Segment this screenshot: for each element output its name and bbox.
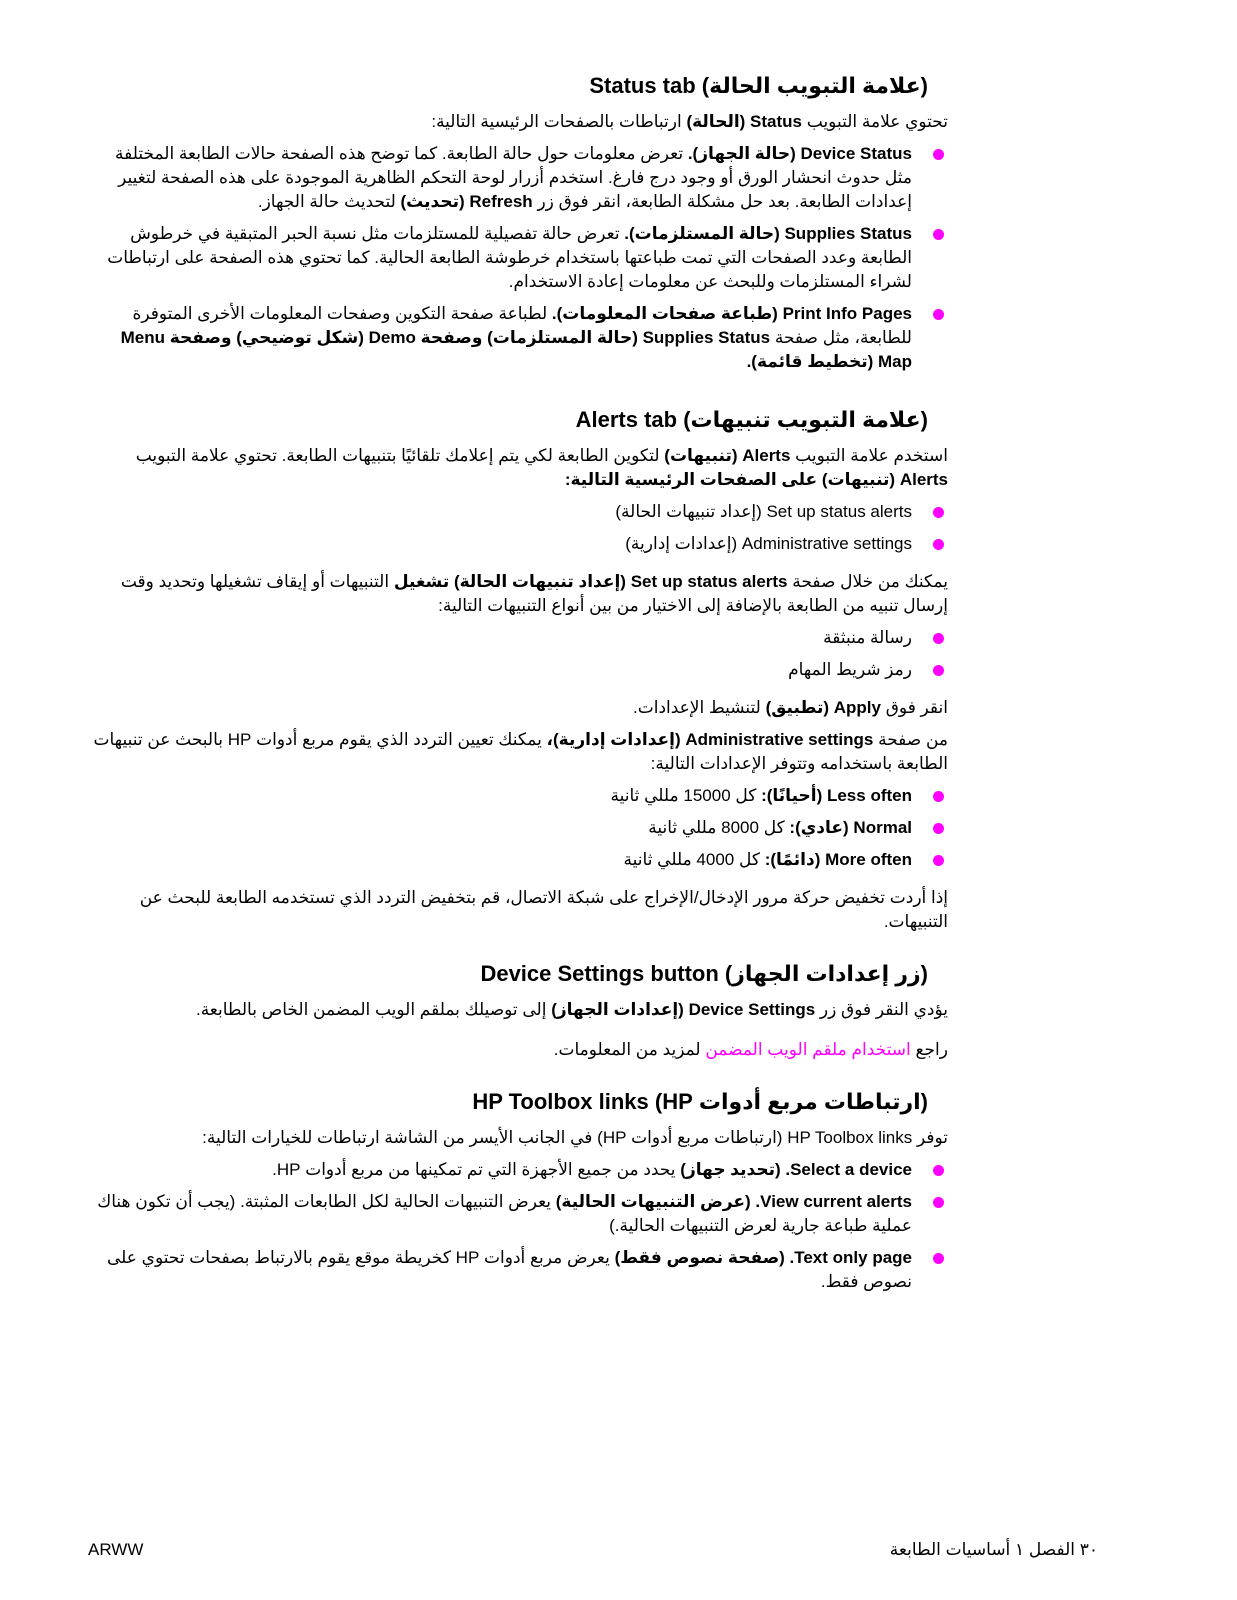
list-item: Text only page. (صفحة نصوص فقط) يعرض مربع أدوات HP كخريطة موقع يقوم بالارتباط بصفحات تحتوي على نصوص فقط. xyxy=(88,1246,948,1294)
section-device-settings xyxy=(88,958,948,1062)
toolbox-list xyxy=(88,1158,948,1294)
list-item: رسالة منبثقة xyxy=(88,626,948,650)
footer-left: ARWW xyxy=(88,1540,144,1559)
alert-types-list xyxy=(88,626,948,682)
alerts-pages-list xyxy=(88,500,948,556)
list-item: More often (دائمًا): كل 4000 مللي ثانية xyxy=(88,848,948,872)
heading-device-settings: (زر إعدادات الجهاز) Device Settings button xyxy=(480,961,928,986)
document-page xyxy=(88,60,948,1530)
list-item: Administrative settings (إعدادات إدارية) xyxy=(88,532,948,556)
bullet-icon xyxy=(933,1165,944,1176)
toolbox-intro: توفر HP Toolbox links (ارتباطات مربع أدوات HP) في الجانب الأيسر من الشاشة ارتباطات للخيارات التالية: xyxy=(202,1128,948,1147)
alerts-setup-text: يمكنك من خلال صفحة Set up status alerts (إعداد تنبيهات الحالة) تشغيل التنبيهات أو إيقاف تشغيلها وتحديد وقت إرسال تنبيه من الطابعة بالإضافة إلى الاختيار من بين أنواع التنبيهات التالية: xyxy=(120,572,948,615)
bullet-icon xyxy=(933,149,944,160)
section-status-tab xyxy=(88,70,948,374)
bullet-icon xyxy=(933,633,944,644)
list-item: Device Status (حالة الجهاز). تعرض معلومات حول حالة الطابعة. كما توضح هذه الصفحة حالات الطابعة المختلفة مثل حدوث انحشار الورق أو وجود درج فارغ. استخدم أزرار لوحة التحكم الظاهرية الموجودة على هذه الصفحة لتغيير إعدادات الطابعة. بعد حل مشكلة الطابعة، انقر فوق زر Refresh (تحديث) لتحديث حالة الجهاز. xyxy=(88,142,948,214)
embedded-web-server-link[interactable]: استخدام ملقم الويب المضمن xyxy=(705,1040,911,1059)
status-intro: تحتوي علامة التبويب Status (الحالة) ارتباطات بالصفحات الرئيسية التالية: xyxy=(431,112,948,131)
section-toolbox-links xyxy=(88,1086,948,1294)
alerts-apply-text: انقر فوق Apply (تطبيق) لتنشيط الإعدادات. xyxy=(633,698,948,717)
bullet-icon xyxy=(933,229,944,240)
heading-status-tab: (علامة التبويب الحالة) Status tab xyxy=(589,73,928,98)
bullet-icon xyxy=(933,665,944,676)
list-item: View current alerts. (عرض التنبيهات الحالية) يعرض التنبيهات الحالية لكل الطابعات المثبتة. (يجب أن تكون هناك عملية طباعة جارية لعرض التنبيهات الحالية.) xyxy=(88,1190,948,1238)
heading-toolbox-links: (ارتباطات مربع أدوات HP) HP Toolbox links xyxy=(472,1089,928,1114)
bullet-icon xyxy=(933,855,944,866)
list-item: رمز شريط المهام xyxy=(88,658,948,682)
list-item: Print Info Pages (طباعة صفحات المعلومات). لطباعة صفحة التكوين وصفحات المعلومات الأخرى المتوفرة للطابعة، مثل صفحة Supplies Status (حالة المستلزمات) وصفحة Demo (شكل توضيحي) وصفحة Menu Map (تخطيط قائمة). xyxy=(88,302,948,374)
list-item: Normal (عادي): كل 8000 مللي ثانية xyxy=(88,816,948,840)
list-item: Set up status alerts (إعداد تنبيهات الحالة) xyxy=(88,500,948,524)
list-item: Less often (أحيانًا): كل 15000 مللي ثانية xyxy=(88,784,948,808)
bullet-icon xyxy=(933,507,944,518)
bullet-icon xyxy=(933,791,944,802)
heading-alerts-tab: (علامة التبويب تنبيهات) Alerts tab xyxy=(575,407,928,432)
page-footer xyxy=(88,1538,1098,1562)
footer-right: ٣٠ الفصل ١ أساسيات الطابعة xyxy=(889,1540,1098,1559)
alerts-admin-text: من صفحة Administrative settings (إعدادات إدارية)، يمكنك تعيين التردد الذي يقوم مربع أدوات HP بالبحث عن تنبيهات الطابعة باستخدامه وتتوفر الإعدادات التالية: xyxy=(93,730,948,773)
alerts-traffic-text: إذا أردت تخفيض حركة مرور الإدخال/الإخراج على شبكة الاتصال، قم بتخفيض التردد الذي تستخدمه الطابعة للبحث عن التنبيهات. xyxy=(139,888,948,931)
status-list xyxy=(88,142,948,374)
device-settings-text: يؤدي النقر فوق زر Device Settings (إعدادات الجهاز) إلى توصيلك بملقم الويب المضمن الخاص بالطابعة. xyxy=(195,1000,948,1019)
section-alerts-tab xyxy=(88,404,948,934)
bullet-icon xyxy=(933,309,944,320)
bullet-icon xyxy=(933,1197,944,1208)
bullet-icon xyxy=(933,1253,944,1264)
device-settings-reference: راجع استخدام ملقم الويب المضمن لمزيد من المعلومات. xyxy=(553,1040,948,1059)
list-item: Select a device. (تحديد جهاز) يحدد من جميع الأجهزة التي تم تمكينها من مربع أدوات HP. xyxy=(88,1158,948,1182)
bullet-icon xyxy=(933,823,944,834)
bullet-icon xyxy=(933,539,944,550)
frequency-list xyxy=(88,784,948,872)
list-item: Supplies Status (حالة المستلزمات). تعرض حالة تفصيلية للمستلزمات مثل نسبة الحبر المتبقية في خرطوش الطابعة وعدد الصفحات التي تمت طباعتها باستخدام خرطوشة الطابعة الحالية. كما تحتوي هذه الصفحة على ارتباطات لشراء المستلزمات وللبحث عن معلومات إعادة الاستخدام. xyxy=(88,222,948,294)
alerts-intro: استخدم علامة التبويب Alerts (تنبيهات) لتكوين الطابعة لكي يتم إعلامك تلقائيًا بتنبيهات الطابعة. تحتوي علامة التبويب Alerts (تنبيهات) على الصفحات الرئيسية التالية: xyxy=(135,446,948,489)
